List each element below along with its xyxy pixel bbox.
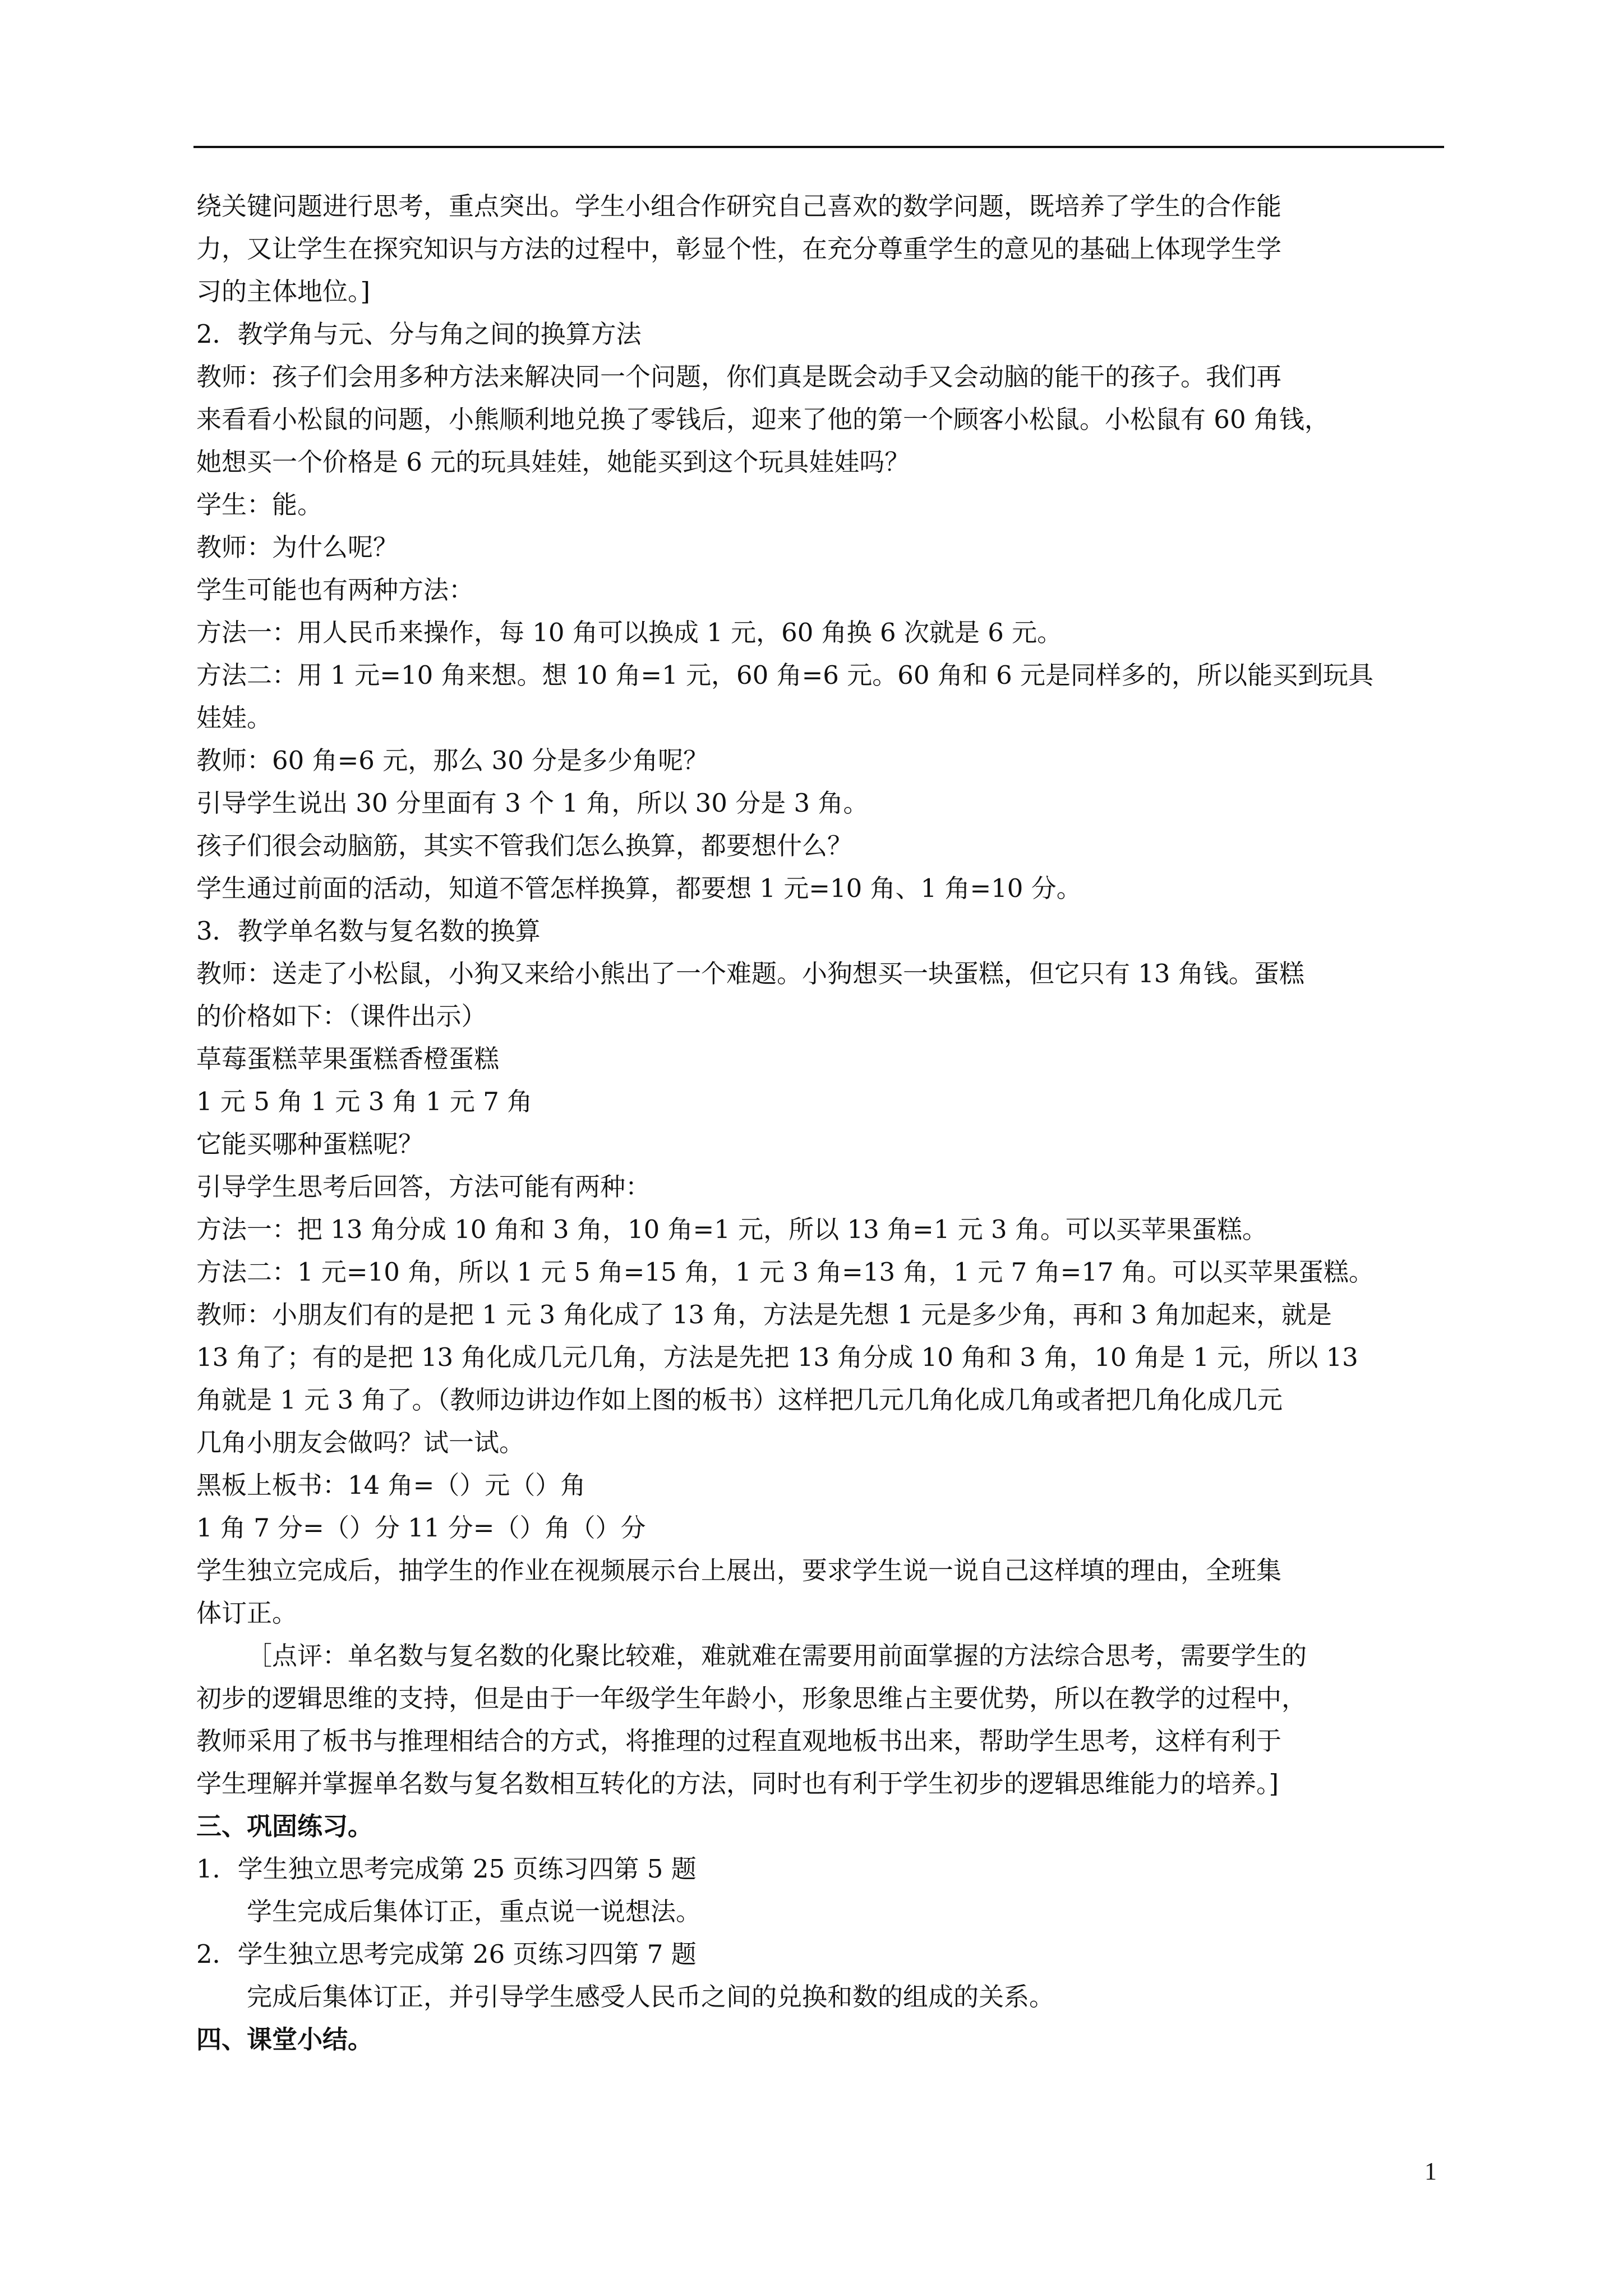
- document-body: [196, 185, 1447, 2061]
- text-line: 初步的逻辑思维的支持，但是由于一年级学生年龄小，形象思维占主要优势，所以在教学的过程中，: [196, 1683, 1307, 1713]
- text-line: 学生：能。: [196, 490, 323, 519]
- text-line: 完成后集体订正，并引导学生感受人民币之间的兑换和数的组成的关系。: [247, 1982, 1055, 2012]
- text-line: 1 角 7 分=（）分 11 分=（）角（）分: [196, 1513, 646, 1543]
- text-line: 1 元 5 角 1 元 3 角 1 元 7 角: [196, 1087, 533, 1116]
- text-line: 方法二：用 1 元=10 角来想。想 10 角=1 元，60 角=6 元。60 角和 6 元是同样多的，所以能买到玩具: [196, 660, 1374, 690]
- text-line: 她想买一个价格是 6 元的玩具娃娃，她能买到这个玩具娃娃吗？: [196, 447, 910, 477]
- text-line: 学生独立完成后，抽学生的作业在视频展示台上展出，要求学生说一说自己这样填的理由，全班集: [196, 1556, 1282, 1585]
- text-line: 娃娃。: [196, 703, 273, 733]
- section-heading: 四、课堂小结。: [196, 2024, 374, 2054]
- text-line: 力，又让学生在探究知识与方法的过程中，彰显个性，在充分尊重学生的意见的基础上体现学生学: [196, 234, 1282, 264]
- text-line: 几角小朋友会做吗？试一试。: [196, 1428, 525, 1457]
- text-line: 引导学生思考后回答，方法可能有两种：: [196, 1172, 651, 1202]
- section-heading: 三、巩固练习。: [196, 1811, 374, 1841]
- text-line: 方法一：用人民币来操作，每 10 角可以换成 1 元，60 角换 6 次就是 6 元。: [196, 618, 1063, 647]
- text-line: 3．教学单名数与复名数的换算: [196, 916, 541, 946]
- text-line: 学生通过前面的活动，知道不管怎样换算，都要想 1 元=10 角、1 角=10 分。: [196, 873, 1082, 903]
- text-line: 学生完成后集体订正，重点说一说想法。: [247, 1897, 702, 1926]
- text-line: 教师：送走了小松鼠，小狗又来给小熊出了一个难题。小狗想买一块蛋糕，但它只有 13 角钱。蛋糕: [196, 959, 1304, 988]
- text-line: 绕关键问题进行思考，重点突出。学生小组合作研究自己喜欢的数学问题，既培养了学生的合作能: [196, 191, 1282, 221]
- text-line: 方法二：1 元=10 角，所以 1 元 5 角=15 角，1 元 3 角=13 角，1 元 7 角=17 角。可以买苹果蛋糕。: [196, 1257, 1374, 1287]
- text-line: 方法一：把 13 角分成 10 角和 3 角，10 角=1 元，所以 13 角=1 元 3 角。可以买苹果蛋糕。: [196, 1214, 1267, 1244]
- page-number: 1: [1424, 2157, 1437, 2185]
- text-line: 引导学生说出 30 分里面有 3 个 1 角，所以 30 分是 3 角。: [196, 788, 869, 818]
- text-line: 孩子们很会动脑筋，其实不管我们怎么换算，都要想什么？: [196, 831, 853, 861]
- text-line: 2．学生独立思考完成第 26 页练习四第 7 题: [196, 1939, 697, 1969]
- text-line: 体订正。: [196, 1598, 298, 1628]
- text-line: 草莓蛋糕苹果蛋糕香橙蛋糕: [196, 1044, 500, 1074]
- text-line: 它能买哪种蛋糕呢？: [196, 1129, 424, 1159]
- text-line: 教师：60 角=6 元，那么 30 分是多少角呢？: [196, 746, 709, 775]
- text-line: 1．学生独立思考完成第 25 页练习四第 5 题: [196, 1854, 697, 1884]
- text-line: 的价格如下：（课件出示）: [196, 1001, 487, 1031]
- text-line: 2．教学角与元、分与角之间的换算方法: [196, 319, 642, 349]
- text-line: 教师：为什么呢？: [196, 532, 399, 562]
- header-rule: [193, 146, 1444, 148]
- text-line: 教师采用了板书与推理相结合的方式，将推理的过程直观地板书出来，帮助学生思考，这样有利于: [196, 1726, 1282, 1756]
- text-line: 学生可能也有两种方法：: [196, 575, 474, 605]
- text-line: 角就是 1 元 3 角了。（教师边讲边作如上图的板书）这样把几元几角化成几角或者把几角化成几元: [196, 1385, 1283, 1415]
- text-line: 来看看小松鼠的问题，小熊顺利地兑换了零钱后，迎来了他的第一个顾客小松鼠。小松鼠有 60 角钱，: [196, 404, 1330, 434]
- text-line: 黑板上板书：14 角=（）元（）角: [196, 1470, 586, 1500]
- text-line: 教师：孩子们会用多种方法来解决同一个问题，你们真是既会动手又会动脑的能干的孩子。我们再: [196, 362, 1282, 392]
- text-line: ［点评：单名数与复名数的化聚比较难，难就难在需要用前面掌握的方法综合思考，需要学生的: [247, 1641, 1307, 1671]
- text-line: 13 角了；有的是把 13 角化成几元几角，方法是先把 13 角分成 10 角和 3 角，10 角是 1 元，所以 13: [196, 1342, 1358, 1372]
- text-line: 学生理解并掌握单名数与复名数相互转化的方法，同时也有利于学生初步的逻辑思维能力的培养。]: [196, 1769, 1279, 1798]
- text-line: 习的主体地位。]: [196, 277, 371, 306]
- text-line: 教师：小朋友们有的是把 1 元 3 角化成了 13 角，方法是先想 1 元是多少角，再和 3 角加起来，就是: [196, 1300, 1332, 1329]
